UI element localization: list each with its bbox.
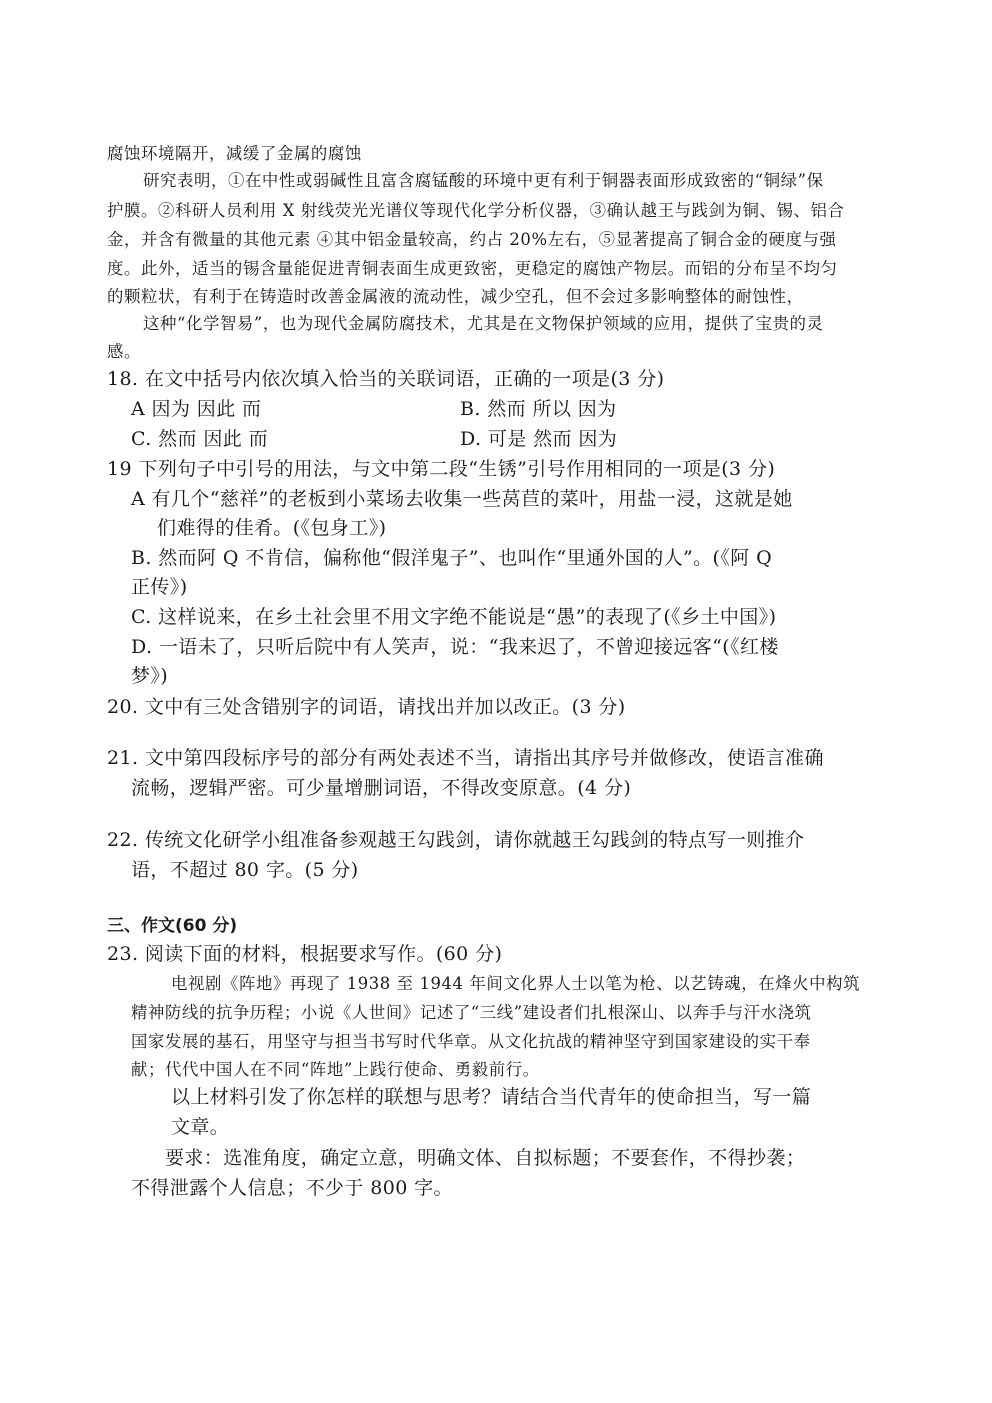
option-19-d-cont: 梦》) bbox=[131, 665, 169, 687]
passage-line: 感。 bbox=[107, 342, 141, 361]
essay-prompt-cont: 文章。 bbox=[171, 1116, 230, 1138]
option-19-c: C. 这样说来，在乡土社会里不用文字绝不能说是“愚”的表现了(《乡土中国》) bbox=[131, 606, 777, 628]
section-title: 三、作文(60 分) bbox=[107, 916, 238, 936]
essay-prompt: 以上材料引发了你怎样的联想与思考？请结合当代青年的使命担当，写一篇 bbox=[171, 1086, 812, 1108]
passage-line: 度。此外，适当的锡含量能促进青铜表面生成更致密，更稳定的腐蚀产物层。而铝的分布呈不均匀 bbox=[107, 259, 838, 278]
option-18-b: B. 然而 所以 因为 bbox=[460, 398, 617, 420]
passage-line: 护膜。②科研人员利用 X 射线荧光光谱仪等现代化学分析仪器，③确认越王与践剑为铜、锡、铝合 bbox=[107, 201, 845, 220]
question-18-stem: 18. 在文中括号内依次填入恰当的关联词语，正确的一项是(3 分) bbox=[107, 368, 665, 390]
question-22-cont: 语，不超过 80 字。(5 分) bbox=[131, 859, 359, 881]
option-18-a: A 因为 因此 而 bbox=[131, 398, 262, 420]
question-20: 20. 文中有三处含错别字的词语，请找出并加以改正。(3 分) bbox=[107, 696, 626, 718]
question-19-stem: 19 下列句子中引号的用法，与文中第二段“生锈”引号作用相同的一项是(3 分) bbox=[107, 458, 776, 480]
passage-line: 这种“化学智易”，也为现代金属防腐技术，尤其是在文物保护领域的应用，提供了宝贵的灵 bbox=[143, 314, 824, 333]
option-18-c: C. 然而 因此 而 bbox=[131, 428, 269, 450]
option-18-d: D. 可是 然而 因为 bbox=[460, 428, 618, 450]
material-line: 国家发展的基石，用坚守与担当书写时代华章。从文化抗战的精神坚守到国家建设的实干奉 bbox=[131, 1032, 811, 1051]
option-19-d: D. 一语未了，只听后院中有人笑声，说：“我来迟了，不曾迎接远客“(《红楼 bbox=[131, 636, 779, 658]
passage-line: 腐蚀环境隔开，减缓了金属的腐蚀 bbox=[107, 144, 362, 163]
essay-requirements: 要求：选准角度，确定立意，明确文体、自拟标题；不要套作，不得抄袭； bbox=[165, 1147, 806, 1169]
material-line: 电视剧《阵地》再现了 1938 至 1944 年间文化界人士以笔为枪、以艺铸魂，在烽火中构筑 bbox=[171, 974, 861, 993]
passage-line: 金，并含有微量的其他元素 ④其中铝金量较高，约占 20%左右，⑤显著提高了铜合金的硬度与强 bbox=[107, 230, 837, 249]
option-19-b-cont: 正传》) bbox=[131, 576, 188, 598]
option-19-a: A 有几个“慈祥”的老板到小菜场去收集一些莴苣的菜叶，用盐一浸，这就是她 bbox=[131, 488, 793, 510]
material-line: 献；代代中国人在不同“阵地”上践行使命、勇毅前行。 bbox=[131, 1060, 540, 1079]
option-19-a-cont: 们难得的佳肴。(《包身工》) bbox=[157, 517, 387, 539]
essay-requirements-cont: 不得泄露个人信息；不少于 800 字。 bbox=[131, 1177, 453, 1199]
question-23: 23. 阅读下面的材料，根据要求写作。(60 分) bbox=[107, 943, 503, 965]
option-19-b: B. 然而阿 Q 不肯信，偏称他“假洋鬼子”、也叫作“里通外国的人”。(《阿 Q bbox=[131, 547, 773, 569]
question-22: 22. 传统文化研学小组准备参观越王勾践剑，请你就越王勾践剑的特点写一则推介 bbox=[107, 829, 805, 851]
question-21-cont: 流畅，逻辑严密。可少量增删词语，不得改变原意。(4 分) bbox=[131, 777, 632, 799]
question-21: 21. 文中第四段标序号的部分有两处表述不当，请指出其序号并做修改，使语言准确 bbox=[107, 747, 824, 769]
passage-line: 的颗粒状，有利于在铸造时改善金属液的流动性，减少空孔，但不会过多影响整体的耐蚀性， bbox=[107, 287, 804, 306]
passage-line: 研究表明，①在中性或弱碱性且富含腐锰酸的环境中更有利于铜器表面形成致密的“铜绿”保 bbox=[143, 171, 824, 190]
material-line: 精神防线的抗争历程；小说《人世间》记述了“三线”建设者们扎根深山、以奔手与汗水浇筑 bbox=[131, 1003, 812, 1022]
